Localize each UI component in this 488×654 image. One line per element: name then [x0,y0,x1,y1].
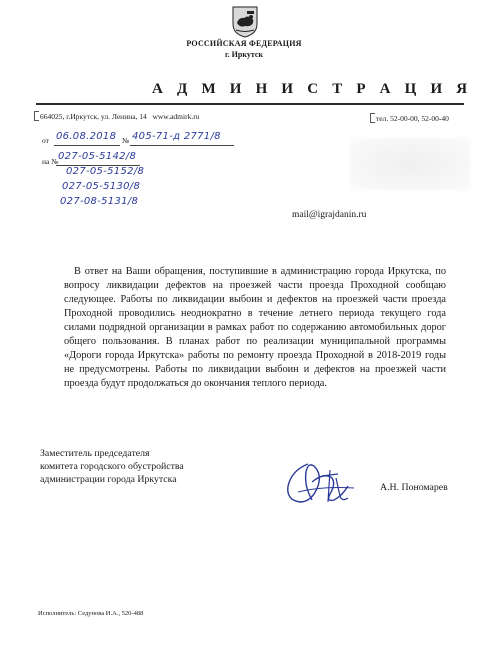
city-name: г. Иркутск [224,50,264,59]
recipient-email: mail@igrajdanin.ru [292,210,367,220]
incoming-number-3: 027-05-5130/8 [62,181,141,192]
signatory-title-line-2: комитета городского обустройства [40,461,184,472]
signatory-title-line-1: Заместитель председателя [40,448,150,459]
contact-address-line [40,112,199,121]
irkutsk-coat-of-arms-icon [232,6,258,38]
number-underline [130,145,234,146]
letter-number: 405-71-д 2771/8 [132,131,221,142]
incoming-number-1: 027-05-5142/8 [58,151,137,162]
website-text: www.admirk.ru [152,112,200,121]
signatory-title-line-3: администрации города Иркутска [40,474,177,485]
address-text: 664025, г.Иркутск, ул. Ленина, 14 [40,112,147,121]
signatory-title [40,447,184,486]
country-name: РОССИЙСКАЯ ФЕДЕРАЦИЯ [186,39,302,48]
handwritten-signature-icon [278,456,364,512]
signatory-name: А.Н. Пономарев [380,482,448,493]
letter-date: 06.08.2018 [56,131,117,142]
phone-text: тел. 52-00-00, 52-00-40 [376,114,449,123]
incoming-number-4: 027-08-5131/8 [60,196,139,207]
from-label: от [42,136,49,145]
redacted-recipient [350,138,470,190]
contact-bracket-right [370,113,375,123]
incoming-label: на № [42,157,59,166]
date-underline [54,145,120,146]
number-label: № [122,136,130,145]
header-divider [36,103,464,105]
contact-bracket-left [34,111,39,121]
organization-title: А Д М И Н И С Т Р А Ц И Я [152,81,473,97]
letter-body: В ответ на Ваши обращения, поступившие в администрацию города Иркутска, по вопросу ликвидации дефектов на проезжей части проезда Проходной сообщаю следующее. Работы по ликвидации выбоин и дефектов на проезжей части проезда Проходной проводились неоднократно в течение летнего периода текущего года силами подрядной организации в рамках работ по содержанию автомобильных дорог общего пользования. В планах работ по реализации муниципальной программы «Дороги города Иркутска» работы по ремонту проезда Проходной в 2018-2019 годы не предусмотрены. Работы по ликвидации выбоин и дефектов на проезжей части проезда будут продолжаться до окончания теплого периода. [64,266,446,389]
incoming-number-2: 027-05-5152/8 [66,166,145,177]
executor-info: Исполнитель: Седунова И.А., 520-488 [38,610,144,617]
